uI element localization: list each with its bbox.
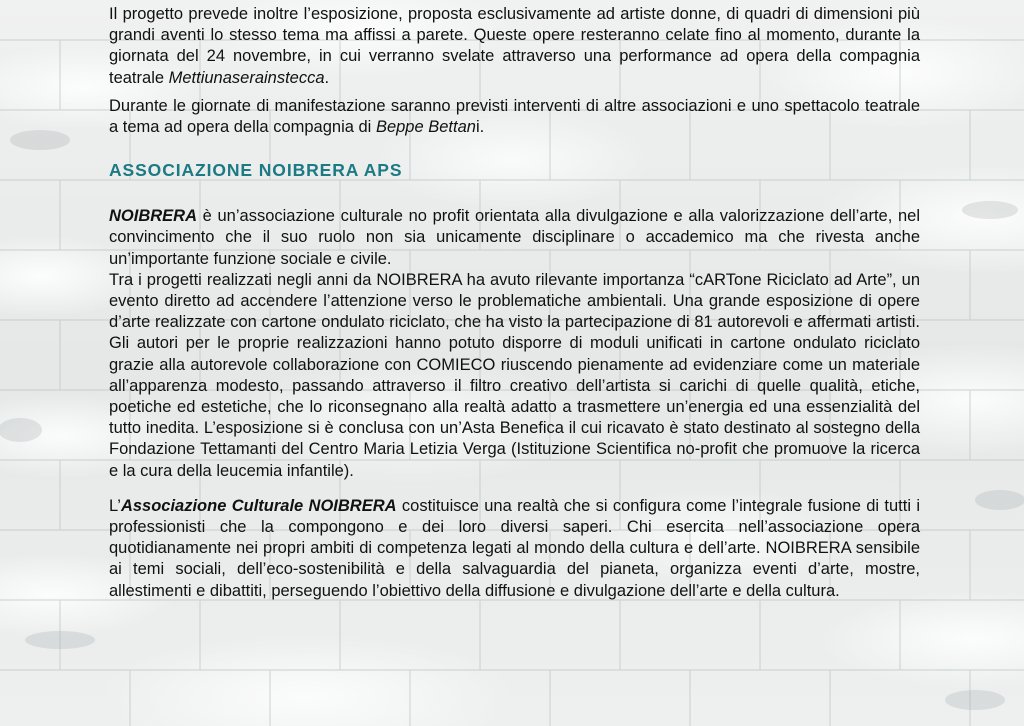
association-full-name: Associazione Culturale NOIBRERA xyxy=(120,496,397,515)
paragraph-exhibition xyxy=(109,4,920,89)
paragraph-text: è un’associazione culturale no profit orientata alla divulgazione e alla valorizzazione dell’arte, nel convincimento che il suo ruolo non sia unicamente disciplinare o accademico ma che rivesta anche un’importante funzione sociale e civile. xyxy=(109,207,920,268)
theatre-company-name: Beppe Bettan xyxy=(375,118,476,137)
paragraph-events xyxy=(109,96,920,138)
paragraph-text: Durante le giornate di manifestazione saranno previsti interventi di altre associazioni e uno spettacolo teatrale a tema ad opera della compagnia di xyxy=(109,96,920,137)
paragraph-association-description xyxy=(109,496,920,602)
document-body xyxy=(109,4,920,602)
paragraph-cartone-project: Tra i progetti realizzati negli anni da NOIBRERA ha avuto rilevante importanza “cARTone Riciclato ad Arte”, un evento diretto ad accendere l’attenzione verso le problematiche ambientali. Una grande esposizione di opere d’arte realizzate con cartone ondulato riciclato, che ha visto la partecipazione di 81 autorevoli e affermati artisti. Gli autori per le proprie realizzazioni hanno potuto disporre di moduli unificati in cartone ondulato riciclato grazie alla autorevole collaborazione con COMIECO riuscendo pienamente ad evidenziare come un materiale all’apparenza modesto, passando attraverso il filtro creativo dell’artista si carichi di quelle qualità, etiche, poetiche ed estetiche, che lo riconsegnano alla realtà adatto a trasmettere un’energia ed una essenzialità del tutto inedita. L’esposizione si è conclusa con un’Asta Benefica il cui ricavato è stato destinato al sostegno della Fondazione Tettamanti del Centro Maria Letizia Verga (Istituzione Scientifica no-profit che promuove la ricerca e la cura della leucemia infantile). xyxy=(109,270,920,480)
section-heading: ASSOCIAZIONE NOIBRERA APS xyxy=(109,160,403,181)
paragraph-association-intro xyxy=(109,206,920,270)
paragraph-end: . xyxy=(324,68,330,87)
paragraph-text: Il progetto prevede inoltre l’esposizione, proposta esclusivamente ad artiste donne, di quadri di dimensioni più grandi aventi lo stesso tema ma affissi a parete. Queste opere resteranno celate fino al momento, durante la giornata del 24 novembre, in cui verranno svelate attraverso una performance ad opera della compagnia teatrale xyxy=(109,5,920,87)
theatre-company-name: Mettiunaserainstecca xyxy=(168,68,325,87)
paragraph-prefix: L’ xyxy=(109,496,121,515)
paragraph-text: costituisce una realtà che si configura come l’integrale fusione di tutti i professionisti che la compongono e dei loro diversi saperi. Chi esercita nell’associazione opera quotidianamente nei propri ambiti di competenza legati al mondo della cultura e dell’arte. NOIBRERA sensibile ai temi sociali, dell’eco-sostenibilità e della salvaguardia del pianeta, organizza eventi d’arte, mostre, allestimenti e dibattiti, perseguendo l’obiettivo della diffusione e divulgazione dell’arte e della cultura. xyxy=(109,496,920,600)
paragraph-end: i. xyxy=(475,118,485,137)
association-name: NOIBRERA xyxy=(109,207,198,226)
